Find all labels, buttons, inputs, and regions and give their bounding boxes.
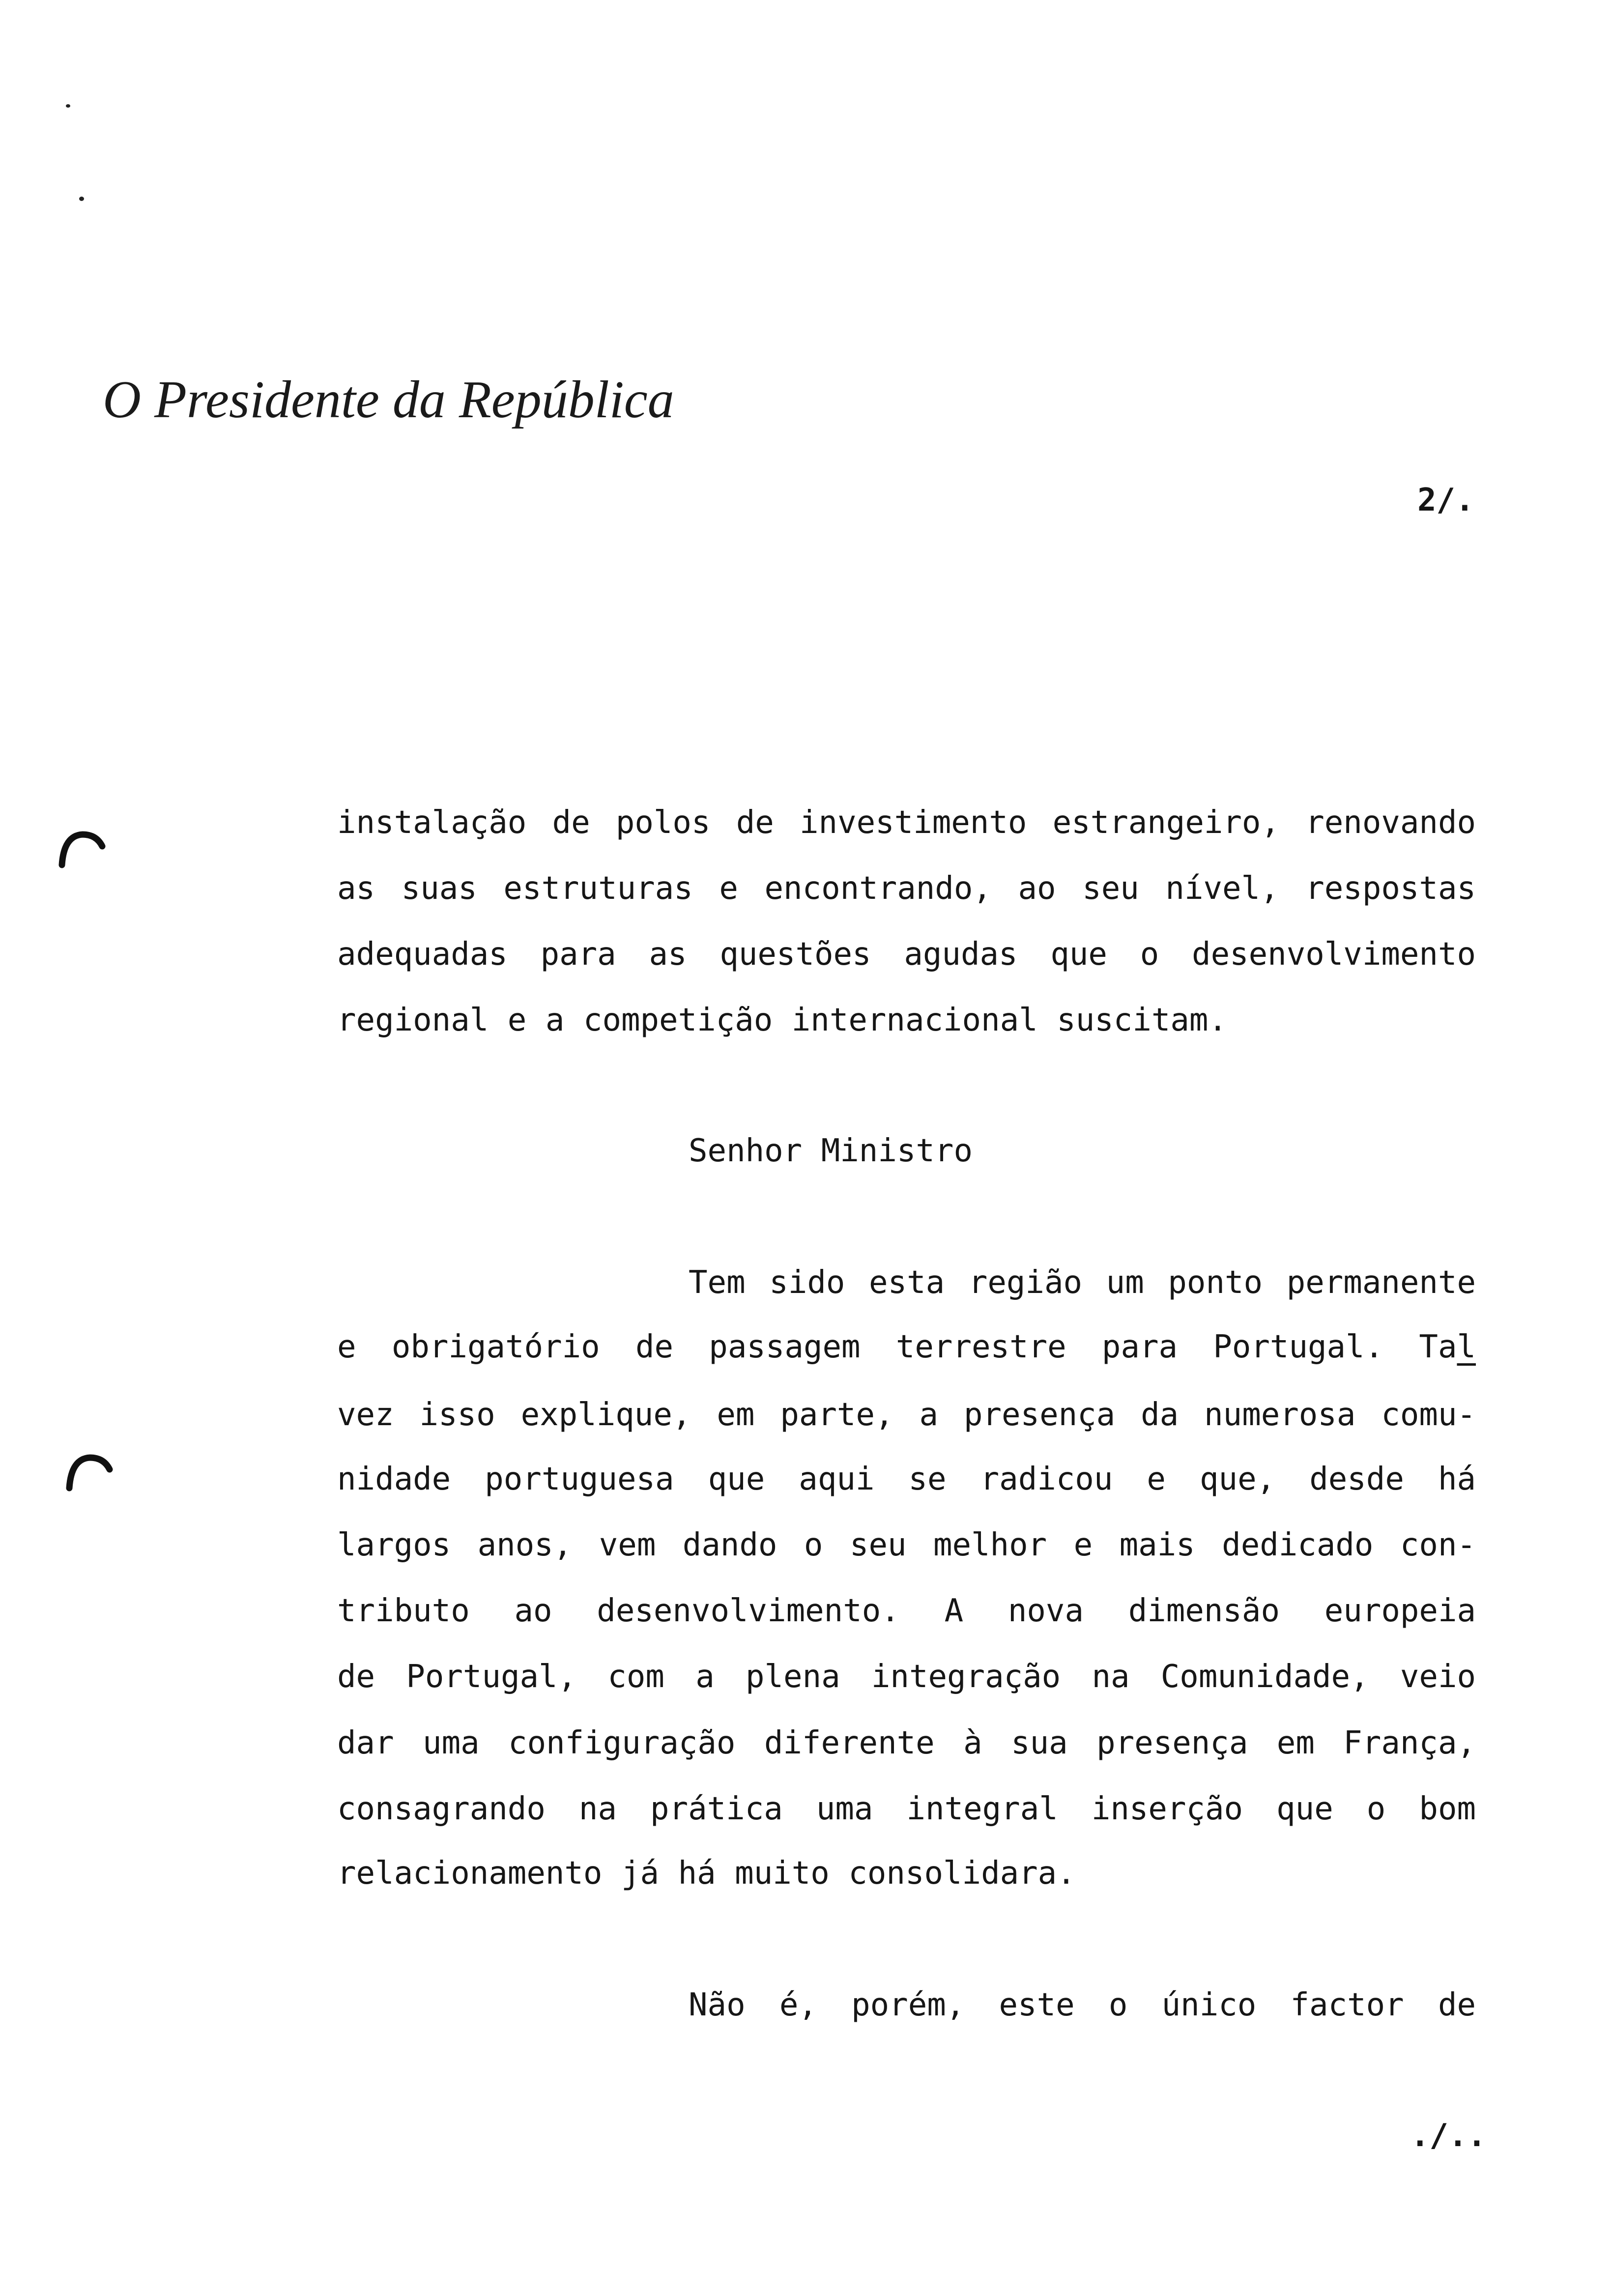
body-line: regional e a competição internacional suscitam. — [337, 1002, 1227, 1038]
body-line: instalação de polos de investimento estrangeiro, renovando — [337, 804, 1476, 841]
page-number: 2/. — [1417, 482, 1474, 518]
body-line — [337, 1327, 1476, 1367]
punch-hole-mark — [64, 1450, 114, 1494]
salutation: Senhor Ministro — [689, 1133, 973, 1169]
scan-speck — [79, 197, 84, 201]
body-line: Não é, porém, este o único factor de — [689, 1987, 1476, 2023]
letterhead: O Presidente da República — [103, 371, 674, 429]
body-line: de Portugal, com a plena integração na Comunidade, veio — [337, 1659, 1476, 1695]
body-line: adequadas para as questões agudas que o desenvolvimento — [337, 936, 1476, 973]
continuation-mark: ./.. — [1410, 2118, 1487, 2154]
punch-hole-mark — [57, 827, 106, 871]
body-line: nidade portuguesa que aqui se radicou e que, desde há — [337, 1461, 1476, 1497]
body-line: Tem sido esta região um ponto permanente — [689, 1264, 1476, 1301]
body-line-text: e obrigatório de passagem terrestre para Portugal. Ta — [337, 1329, 1457, 1365]
body-line: largos anos, vem dando o seu melhor e mais dedicado con- — [337, 1527, 1476, 1563]
body-line: vez isso explique, em parte, a presença da numerosa comu- — [337, 1397, 1476, 1433]
body-line: as suas estruturas e encontrando, ao seu nível, respostas — [337, 870, 1476, 907]
body-line: relacionamento já há muito consolidara. — [337, 1855, 1076, 1892]
body-line: consagrando na prática uma integral inserção que o bom — [337, 1791, 1476, 1827]
body-line: tributo ao desenvolvimento. A nova dimensão europeia — [337, 1593, 1476, 1629]
hyphenation-underline: l — [1457, 1329, 1476, 1365]
scan-speck — [66, 104, 70, 108]
body-line: dar uma configuração diferente à sua presença em França, — [337, 1725, 1476, 1761]
